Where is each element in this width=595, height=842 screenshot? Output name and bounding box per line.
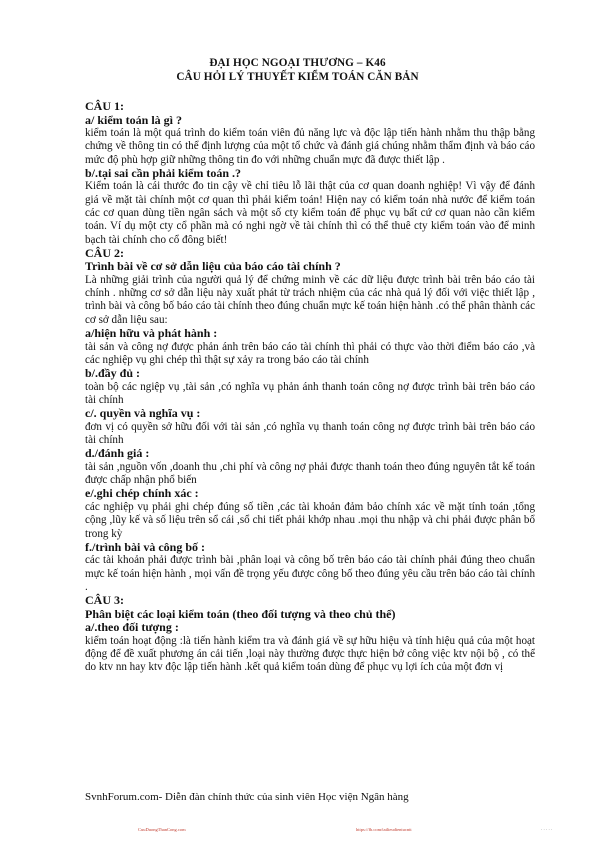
footer-source-left: CuuDuongThanCong.com <box>138 827 186 832</box>
footer-forum-text: SvnhForum.com- Diễn đàn chính thức của sinh viên Học viện Ngân hàng <box>85 791 409 803</box>
paragraph: kiểm toán là một quá trình do kiểm toán viên đủ năng lực và độc lập tiến hành nhằm thu thập bằng chứng về thông tin có thể định lượng của một tổ chức và đánh giá chúng nhằm thẩm định và báo cáo mức độ phù hợp giữ những thông tin đo với những chuẩn mực đã được thiết lập . <box>85 127 535 166</box>
paragraph: tài sản và công nợ được phản ánh trên báo cáo tài chính thì phải có thực vào thời điểm báo cáo ,và các nghiệp vụ ghi chép thì thật sự xảy ra trong báo cáo tài chính <box>85 340 535 366</box>
document-title: CÂU HỎI LÝ THUYẾT KIỂM TOÁN CĂN BẢN <box>176 71 419 83</box>
section-heading: Phân biệt các loại kiểm toán (theo đối tượng và theo chủ thể) <box>85 606 396 621</box>
paragraph: đơn vị có quyền sở hữu đối với tài sản ,có nghĩa vụ thanh toán công nợ được trình bài trên báo cáo tài chính <box>85 420 535 447</box>
footer-source-right: https://fb.com/tailieudientucntt <box>356 827 412 832</box>
paragraph: các tài khoản phải được trình bài ,phân loại và công bố trên báo cáo tài chính phải đúng theo chuẩn mực kế toán hiện hành , mọi vấn đề trọng yếu được công bố theo đúng yêu cầu trên báo cáo tài chính . <box>85 554 535 593</box>
university-title: ĐẠI HỌC NGOẠI THƯƠNG – K46 <box>209 57 386 69</box>
document-body <box>85 100 535 675</box>
section-heading: e/.ghi chép chính xác : <box>85 486 199 501</box>
paragraph: các nghiệp vụ phải ghi chép đúng số tiền ,các tài khoản đảm bảo chính xác về mặt tính toán ,tổng cộng ,lũy kế và số liệu trên sổ cái ,sổ chi tiết phải khớp nhau .mọi thu nhập và chi phải được phân bổ trong kỳ <box>85 500 535 540</box>
paragraph: Kiểm toán là cái thước đo tin cậy về chỉ tiêu lỗ lãi thật của cơ quan doanh nghiệp! Vì vậy để đánh giá về mặt tài chính một cơ quan thì phải kiểm toán! Hiện nay có kiểm toán nhà nước để kiểm toán các cơ quan dùng tiền ngân sách và một số cty kiểm toán để phục vụ bất cứ cơ quan nào cần kiểm toán. Ví dụ một cty cổ phần mà có nghi ngờ về tài chính thì có thể thuê cty kiểm toán vào để minh bạch tài chính cho cổ đông biết! <box>85 180 535 246</box>
section-heading: d./đánh giá : <box>85 446 150 461</box>
section-heading: CÂU 1: <box>85 99 124 113</box>
section-heading: Trình bài về cơ sở dẫn liệu của báo cáo tài chính ? <box>85 259 341 274</box>
section-heading: b/.tại sai cần phải kiểm toán .? <box>85 165 242 180</box>
section-heading: a/ kiểm toán là gì ? <box>85 112 183 127</box>
paragraph: kiểm toán hoạt động :là tiến hành kiểm tra và đánh giá về sự hữu hiệu và tính hiệu quả của một hoạt động để đề xuất phương án cải tiến ,loại này thường được thực hiện bở công việc ktv nội bộ , có thể do ktv nn hay ktv độc lập tiến hành .kết quả kiểm toán dùng để phục vụ lợi ích của một đơn vị <box>85 634 535 674</box>
footer-marks: . . . . . <box>541 827 553 832</box>
section-heading: CÂU 3: <box>85 593 124 608</box>
section-heading: a/.theo đối tượng : <box>85 620 179 635</box>
paragraph: toàn bộ các ngiệp vụ ,tài sản ,có nghĩa vụ phản ánh thanh toán công nợ được trình bài trên báo cáo tài chính <box>85 380 535 406</box>
section-heading: b/.đầy đủ : <box>85 366 141 381</box>
paragraph: Là những giải trình của người quả lý để chứng minh về các dữ liệu được trình bài trên báo cáo tài chính . những cơ sở dẫn liệu này xuất phát từ trách nhiệm của các nhà quả lý đối với việc thiết lập , trình bài và công bố báo cáo tài chính theo đúng chuẩn mực kế toán hiện hành .có thể phân thành các cơ sở dẫn liệu sau: <box>85 273 535 326</box>
paragraph: tài sản ,nguồn vốn ,doanh thu ,chi phí và công nợ phải được thanh toán theo đúng nguyên tắt kế toán được chấp nhận phổ biến <box>85 460 535 487</box>
section-heading: a/hiện hữu và phát hành : <box>85 326 218 341</box>
section-heading: f./trình bài và công bố : <box>85 539 206 554</box>
section-heading: CÂU 2: <box>85 245 124 260</box>
section-heading: c/. quyền và nghĩa vụ : <box>85 406 201 421</box>
